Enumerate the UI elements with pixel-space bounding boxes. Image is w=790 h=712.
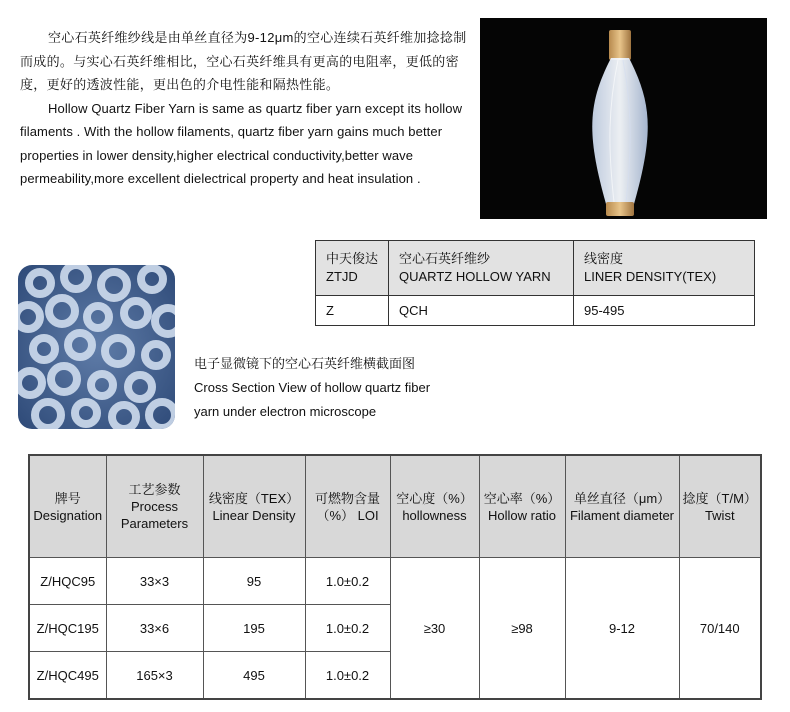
cell-density: 495 [203, 652, 305, 700]
code-header-product: 空心石英纤维纱 QUARTZ HOLLOW YARN [389, 241, 574, 296]
cell-density: 95 [203, 558, 305, 605]
specification-table [28, 454, 762, 700]
spec-table-header [29, 455, 761, 558]
table-row [29, 558, 761, 605]
cell-twist: 70/140 [679, 558, 761, 700]
cell-process: 33×6 [106, 605, 203, 652]
code-header-brand: 中天俊达 ZTJD [316, 241, 389, 296]
caption-chinese: 电子显微镜下的空心石英纤维横截面图 [194, 356, 416, 371]
cell-process: 165×3 [106, 652, 203, 700]
spec-header-hollowness: 空心度（%） hollowness [390, 455, 479, 558]
code-cell-product: QCH [389, 296, 574, 326]
spec-header-filament-diameter: 单丝直径（μm） Filament diameter [565, 455, 679, 558]
intro-chinese: 空心石英纤维纱线是由单丝直径为9-12μm的空心连续石英纤维加捻捻制而成的。与实心石英纤维相比，空心石英纤维具有更高的电阻率，更低的密度，更好的透波性能，更出色的介电性能和隔热性能。 [20, 30, 467, 92]
spec-header-designation: 牌号 Designation [29, 455, 106, 558]
cell-loi: 1.0±0.2 [305, 558, 390, 605]
code-table-row [316, 296, 755, 326]
yarn-spool-photo [480, 18, 767, 219]
cell-loi: 1.0±0.2 [305, 652, 390, 700]
cell-hollow-ratio: ≥98 [479, 558, 565, 700]
intro-text [20, 26, 475, 191]
product-code-table [315, 240, 755, 326]
spec-header-loi: 可燃物含量 （%） LOI [305, 455, 390, 558]
spec-header-twist: 捻度（T/M） Twist [679, 455, 761, 558]
spec-header-density: 线密度（TEX） Linear Density [203, 455, 305, 558]
caption-english-line1: Cross Section View of hollow quartz fiber [194, 380, 431, 395]
cell-designation: Z/HQC95 [29, 558, 106, 605]
cell-process: 33×3 [106, 558, 203, 605]
cell-hollowness: ≥30 [390, 558, 479, 700]
cell-designation: Z/HQC195 [29, 605, 106, 652]
cell-filament-diameter: 9-12 [565, 558, 679, 700]
microscope-caption [194, 352, 494, 424]
cell-density: 195 [203, 605, 305, 652]
electron-microscope-image [18, 265, 175, 429]
intro-english: Hollow Quartz Fiber Yarn is same as quartz fiber yarn except its hollow filaments . With the hollow filaments, quartz fiber yarn gains much better properties in lower density,higher electrical conductivity,better wave permeability,more excellent dielectrical property and heat insulation . [20, 100, 463, 186]
spec-header-hollow-ratio: 空心率（%） Hollow ratio [479, 455, 565, 558]
spec-header-process: 工艺参数 Process Parameters [106, 455, 203, 558]
cell-loi: 1.0±0.2 [305, 605, 390, 652]
caption-english-line2: yarn under electron microscope [194, 404, 377, 419]
code-cell-brand: Z [316, 296, 389, 326]
code-header-density: 线密度 LINER DENSITY(TEX) [574, 241, 755, 296]
cell-designation: Z/HQC495 [29, 652, 106, 700]
code-table-header [316, 241, 755, 296]
code-cell-density: 95-495 [574, 296, 755, 326]
